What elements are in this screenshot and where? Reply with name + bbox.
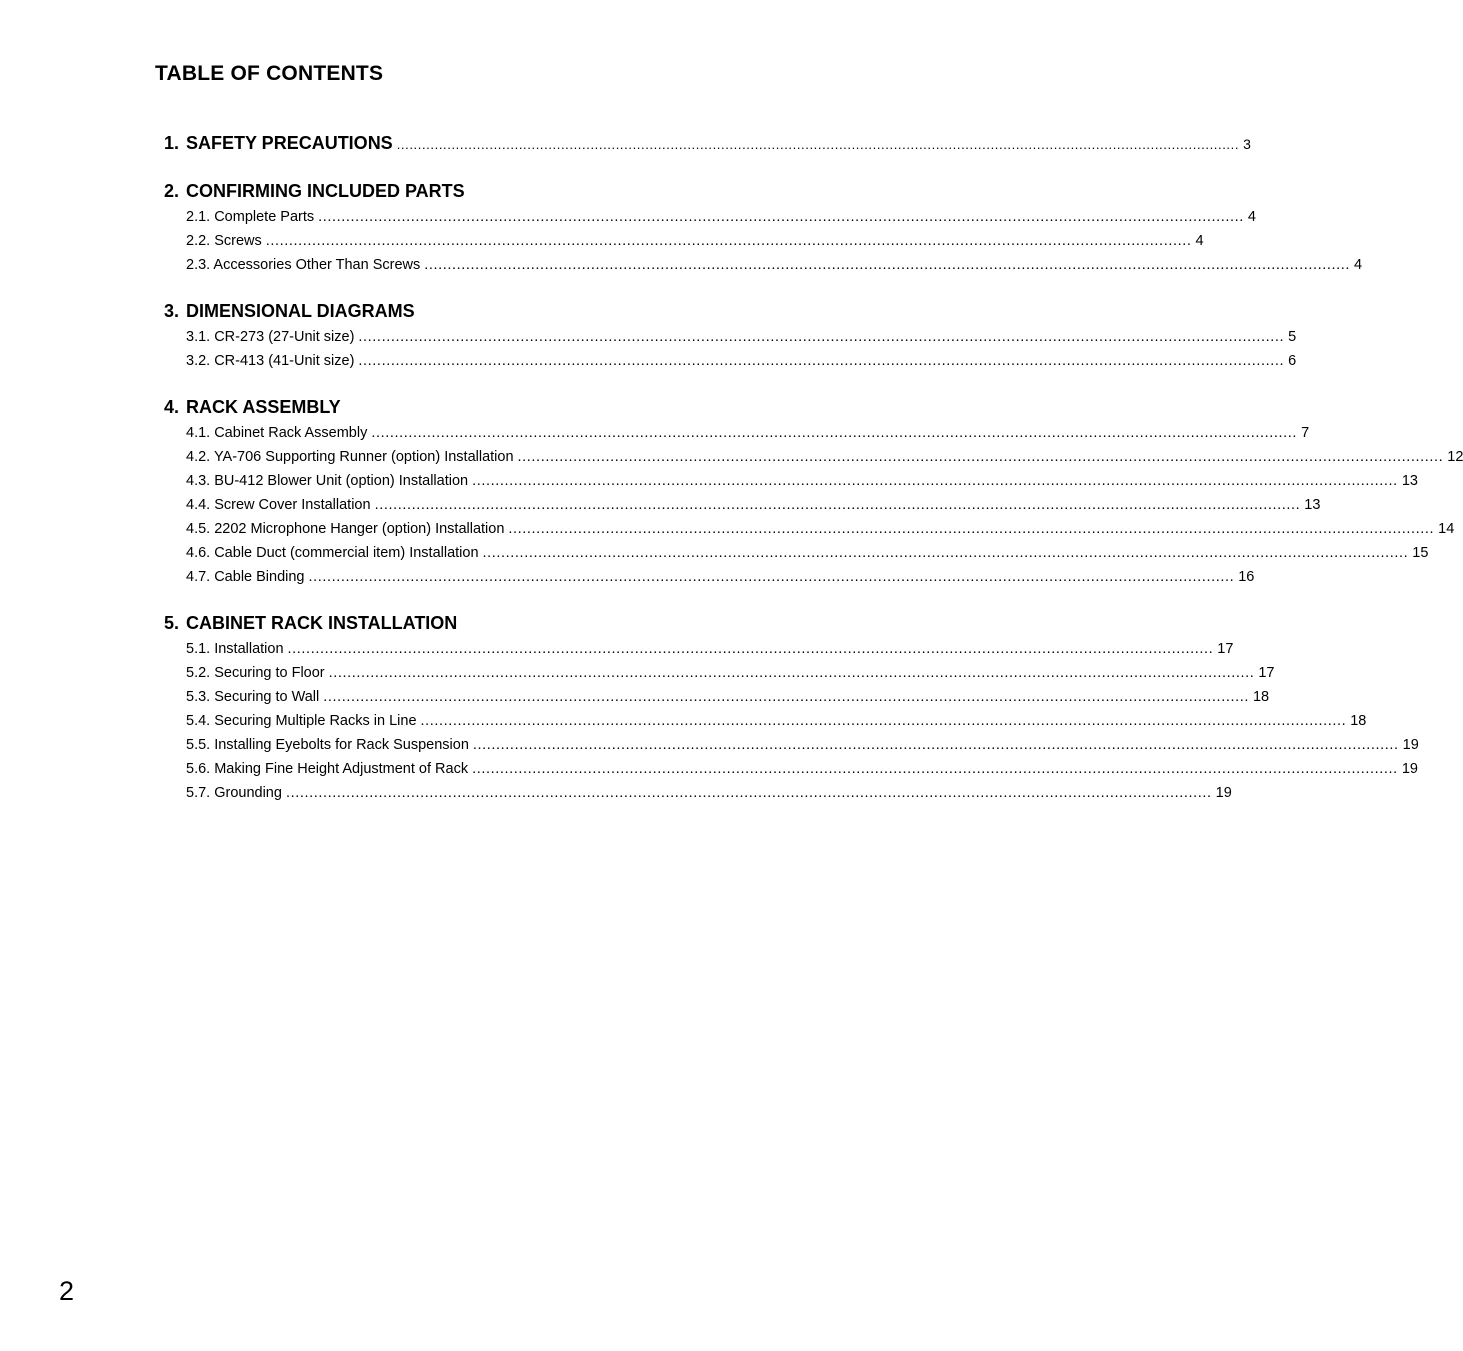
dot-leader: ........................................................................................................................................................................................................ [472,737,1399,753]
entry-page: 13 [1401,473,1418,489]
entry-page: 14 [1438,521,1455,537]
dot-leader: ........................................................................................................................................................................................................ [358,329,1285,345]
entry-label: 5.2. Securing to Floor [186,665,325,681]
dot-leader: ........................................................................................................................................................................................................ [358,353,1285,369]
toc-entry[interactable] [186,685,1270,709]
dot-leader: ........................................................................................................................................................................................................ [420,713,1347,729]
entry-page: 19 [1215,785,1232,801]
dot-leader: ........................................................................................................................................................................................................ [517,449,1444,465]
entry-label: 4.5. 2202 Microphone Hanger (option) Installation [186,521,505,537]
toc-entry[interactable] [186,253,1363,277]
entry-page: 4 [1195,233,1204,249]
section-number: 4. [164,397,180,417]
toc-section-heading[interactable] [164,298,786,325]
toc-section-heading[interactable] [164,178,786,205]
entry-page: 4 [1353,257,1363,273]
entry-page: 12 [1447,449,1463,465]
toc-entry[interactable] [186,517,1455,541]
entry-page: 19 [1401,761,1418,777]
dot-leader: ........................................................................................................................................................................................................ [508,521,1435,537]
entry-page: 16 [1238,569,1255,585]
toc-list [164,130,1463,826]
toc-title: TABLE OF CONTENTS [155,62,384,85]
entry-page: 19 [1402,737,1419,753]
page-number: 2 [59,1276,75,1306]
toc-entry[interactable] [186,637,1234,661]
entry-page: 4 [1247,209,1256,225]
entry-page: 18 [1350,713,1367,729]
entry-label: 5.1. Installation [186,641,284,657]
dot-leader: ........................................................................................................................................................................................................ [396,137,1240,152]
toc-section [164,178,1363,277]
toc-entry[interactable] [186,421,1310,445]
entry-label: 3.2. CR-413 (41-Unit size) [186,353,355,369]
dot-leader: ........................................................................................................................................................................................................ [472,761,1398,777]
entry-label: 5.4. Securing Multiple Racks in Line [186,713,417,729]
toc-entry[interactable] [186,229,1204,253]
entry-label: 4.7. Cable Binding [186,569,305,585]
toc-entry[interactable] [186,709,1367,733]
section-title: RACK ASSEMBLY [186,397,341,417]
section-title: CABINET RACK INSTALLATION [186,613,458,633]
entry-label: 5.6. Making Fine Height Adjustment of Rack [186,761,469,777]
entry-label: 5.3. Securing to Wall [186,689,320,705]
toc-entry[interactable] [186,469,1418,493]
toc-entry[interactable] [186,493,1321,517]
entry-label: 2.1. Complete Parts [186,209,315,225]
toc-section-heading[interactable] [164,394,786,421]
entry-label: 5.7. Grounding [186,785,282,801]
toc-entry[interactable] [186,565,1255,589]
dot-leader: ........................................................................................................................................................................................................ [265,233,1192,249]
section-number: 2. [164,181,180,201]
entry-page: 13 [1304,497,1321,513]
toc-section [164,610,1419,805]
dot-leader: ........................................................................................................................................................................................................ [424,257,1350,273]
toc-entry[interactable] [186,445,1463,469]
entry-page: 6 [1288,353,1297,369]
section-number: 1. [164,133,180,153]
toc-entry[interactable] [186,781,1232,805]
toc-entry[interactable] [186,205,1256,229]
toc-entry[interactable] [186,349,1297,373]
entry-page: 18 [1252,689,1270,705]
entry-label: 2.3. Accessories Other Than Screws [186,257,421,273]
section-page: 3 [1243,136,1251,152]
section-title: DIMENSIONAL DIAGRAMS [186,301,415,321]
dot-leader: ........................................................................................................................................................................................................ [287,641,1214,657]
dot-leader: ........................................................................................................................................................................................................ [318,209,1244,225]
section-title: SAFETY PRECAUTIONS [186,133,393,153]
dot-leader: ........................................................................................................................................................................................................ [308,569,1235,585]
section-number: 5. [164,613,180,633]
entry-label: 4.1. Cabinet Rack Assembly [186,425,368,441]
dot-leader: ........................................................................................................................................................................................................ [374,497,1301,513]
toc-entry[interactable] [186,733,1419,757]
dot-leader: ........................................................................................................................................................................................................ [371,425,1298,441]
toc-entry[interactable] [186,325,1297,349]
entry-page: 15 [1412,545,1429,561]
entry-label: 2.2. Screws [186,233,262,249]
entry-label: 3.1. CR-273 (27-Unit size) [186,329,355,345]
toc-section [164,298,1297,373]
entry-page: 5 [1288,329,1297,345]
entry-page: 7 [1301,425,1310,441]
toc-section [164,394,1463,589]
dot-leader: ........................................................................................................................................................................................................ [482,545,1409,561]
dot-leader: ........................................................................................................................................................................................................ [323,689,1249,705]
dot-leader: ........................................................................................................................................................................................................ [328,665,1255,681]
dot-leader: ........................................................................................................................................................................................................ [285,785,1212,801]
entry-label: 4.2. YA-706 Supporting Runner (option) Installation [186,449,514,465]
entry-page: 17 [1258,665,1275,681]
toc-entry[interactable] [186,541,1429,565]
toc-section-heading[interactable] [164,130,1251,157]
toc-section-heading[interactable] [164,610,786,637]
entry-label: 4.4. Screw Cover Installation [186,497,371,513]
toc-entry[interactable] [186,661,1275,685]
dot-leader: ........................................................................................................................................................................................................ [472,473,1398,489]
toc-section [164,130,1251,157]
toc-entry[interactable] [186,757,1418,781]
entry-label: 4.6. Cable Duct (commercial item) Installation [186,545,479,561]
entry-page: 17 [1217,641,1234,657]
section-number: 3. [164,301,180,321]
section-title: CONFIRMING INCLUDED PARTS [186,181,465,201]
entry-label: 5.5. Installing Eyebolts for Rack Suspension [186,737,469,753]
entry-label: 4.3. BU-412 Blower Unit (option) Installation [186,473,469,489]
